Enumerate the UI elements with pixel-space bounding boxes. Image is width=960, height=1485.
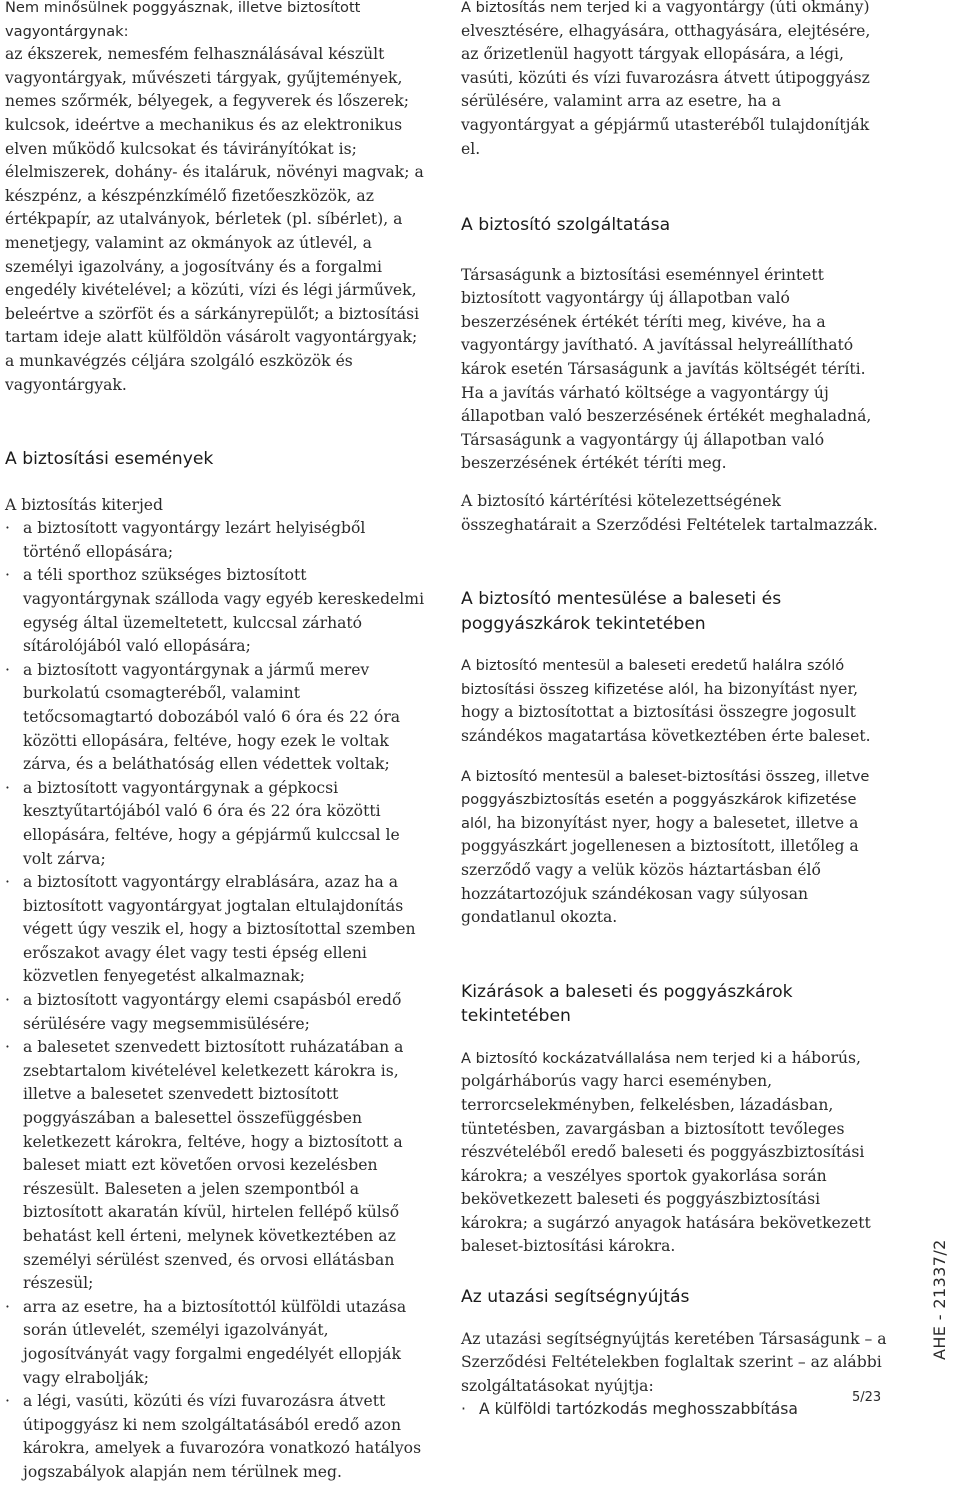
service-heading: A biztosító szolgáltatása <box>461 215 671 236</box>
exemption-body-1: ha bizonyítást nyer, hogy a biztosítottat a biztosítási összegre jogosult szándékos magatartása következtében érte baleset. <box>461 679 871 745</box>
exemption-heading: A biztosító mentesülése a baleseti és poggyászkárok tekintetében <box>461 589 782 634</box>
exclusions-body: az ékszerek, nemesfém felhasználásával készült vagyontárgyak, művészeti tárgyak, gyűjtemények, nemes szőrmék, bélyegek, a fegyverek és lőszerek; kulcsok, ideértve a mechanikus és az elektronikus elven működő kulcsokat és távirányítókat is; élelmiszerek, dohány- és italáruk, növényi magvak; a készpénz, a készpénzkímélő fizetőeszközök, az értékpapír, az utalványok, bérletek (pl. síbérlet), a menetjegy, valamint az okmányok az útlevél, a személyi igazolvány, a jogosítvány és a forgalmi engedély kivételével; a közúti, vízi és légi járművek, beleértve a szörföt és a sárkányrepülőt; a biztosítási tartam ideje alatt külföldön vásárolt vagyontárgyak; a munkavégzés céljára szolgáló eszközök és vagyontárgyak. <box>5 45 424 394</box>
not-cover-body: a vagyontárgy (úti okmány) elvesztésére, elhagyására, otthagyására, elejtésére, az őrizetlenül hagyott tárgyak ellopására, a légi, vasúti, közúti és vízi fuvarozásra átvett útipoggyász sérülésére, valamint arra az esetre, ha a vagyontárgyat a gépjármű utasteréből tulajdonítják el. <box>461 0 871 158</box>
left-column <box>5 0 427 1485</box>
exclusions-lead: A biztosító kockázatvállalása nem terjed ki <box>461 1049 773 1067</box>
list-item: · a biztosított vagyontárgy elrablására, azaz ha a biztosított vagyontárgyat jogtalan eltulajdonítás végett úgy veszik el, hogy a biztosítottal szemben erőszakot avagy élet vagy testi épség elleni közvetlen fenyegetést alkalmaznak; <box>5 871 427 989</box>
list-item: · a biztosított vagyontárgy elemi csapásból eredő sérülésére vagy megsemmisülésére; <box>5 989 427 1036</box>
document-code: AHE - 21337/2 <box>930 1239 949 1360</box>
list-item: · A külföldi tartózkodás meghosszabbítása <box>461 1398 891 1422</box>
list-item: · a biztosított vagyontárgy lezárt helyiségből történő ellopására; <box>5 517 427 564</box>
assistance-paragraph: Az utazási segítségnyújtás keretében Társaságunk – a Szerződési Feltételekben foglaltak szerint – az alábbi szolgáltatásokat nyújtja: <box>461 1329 887 1395</box>
events-heading: A biztosítási események <box>5 449 214 470</box>
exclusions-text: a háborús, polgárháborús vagy harci eseményben, terrorcselekményben, felkelésben, lázadásban, tüntetésben, zavargásban a biztosított tevőleges részvételéből eredő baleseti és poggyászbiztosítási károkra; a veszélyes sportok gyakorlása során bekövetkezett baleseti és poggyászbiztosítási károkra; a sugárzó anyagok hatására bekövetkezett baleset-biztosítási károkra. <box>461 1048 871 1256</box>
exemption-paragraph-2 <box>461 765 891 930</box>
events-list <box>5 517 427 1484</box>
exemption-lead-1: A biztosító mentesül a baleseti eredetű halálra szóló biztosítási összeg kifizetése alól, <box>461 657 845 698</box>
document-code-label <box>926 1218 960 1368</box>
list-item: · a biztosított vagyontárgynak a jármű merev burkolatú csomagteréből, valamint tetőcsomagtartó dobozából való 6 óra és 22 óra közötti ellopására, feltéve, hogy ezek le voltak zárva, és a beláthatóság ellen védettek voltak; <box>5 659 427 777</box>
assistance-heading: Az utazási segítségnyújtás <box>461 1287 690 1308</box>
page-number: 5/23 <box>852 1390 882 1405</box>
list-item: · a biztosított vagyontárgynak a gépkocsi kesztyűtartójából való 6 óra és 22 óra közötti ellopására, feltéve, hogy a gépjármű kulccsal le volt zárva; <box>5 777 427 871</box>
list-item: · a légi, vasúti, közúti és vízi fuvarozásra átvett útipoggyász ki nem szolgáltatásából eredő azon károkra, amelyek a fuvarozóra vonatkozó hatályos jogszabályok alapján nem térülnek meg. <box>5 1390 427 1484</box>
list-item: · arra az esetre, ha a biztosítottól külföldi utazása során útlevelét, személyi igazolványát, jogosítványát vagy forgalmi engedélyét ellopják vagy elrabolják; <box>5 1296 427 1390</box>
service-paragraph-1: Társaságunk a biztosítási eseménnyel érintett biztosított vagyontárgy új állapotban való beszerzésének értékét téríti meg, kivéve, ha a vagyontárgy javítható. A javítással helyreállítható károk esetén Társaságunk a javítás költségét téríti. Ha a javítás várható költsége a vagyontárgy új állapotban való beszerzésének értékét meghaladná, Társaságunk a vagyontárgy új állapotban való beszerzésének értékét téríti meg. <box>461 265 872 473</box>
service-paragraph-2: A biztosító kártérítési kötelezettségének összeghatárait a Szerződési Feltételek tartalmazzák. <box>461 492 878 534</box>
not-cover-lead: A biztosítás nem terjed ki <box>461 0 648 16</box>
list-item: · a balesetet szenvedett biztosított ruházatában a zsebtartalom kivételével keletkezett károkra is, illetve a balesetet szenvedett biztosított poggyászában a balesettel összefüggésben keletkezett károkra, feltéve, hogy a biztosított a baleset miatt ezt követően orvosi kezelésben részesült. Baleseten a jelen szempontból a biztosított akaratán kívül, hirtelen fellépő külső behatást kell érteni, melynek következtében az személyi sérülést szenved, és orvosi ellátásban részesül; <box>5 1036 427 1296</box>
not-cover-paragraph <box>461 0 891 161</box>
exemption-paragraph-1 <box>461 654 891 748</box>
events-intro: A biztosítás kiterjed <box>5 495 164 514</box>
exclusions-title: Nem minősülnek poggyásznak, illetve biztosított vagyontárgynak: <box>5 0 361 40</box>
exclusions-heading: Kizárások a baleseti és poggyászkárok tekintetében <box>461 981 793 1027</box>
list-item: · a téli sporthoz szükséges biztosított vagyontárgynak szálloda vagy egyéb kereskedelmi egység által üzemeltetett, kulccsal zárható sítárolójából való ellopására; <box>5 564 427 658</box>
exclusions-paragraph <box>461 1047 891 1259</box>
exemption-lead-2: A biztosító mentesül a baleset-biztosítási összeg, illetve poggyászbiztosítás esetén a poggyászkárok kifizetése alól, <box>461 767 870 832</box>
right-column <box>461 0 891 1422</box>
exemption-body-2: ha bizonyítást nyer, hogy a balesetet, illetve a poggyászkárt jogellenesen a biztosított, illetőleg a szerződő vagy a velük közös háztartásban élő hozzátartozójuk szándékosan vagy súlyosan gondatlanul okozta. <box>461 813 859 927</box>
assistance-list <box>461 1398 891 1422</box>
